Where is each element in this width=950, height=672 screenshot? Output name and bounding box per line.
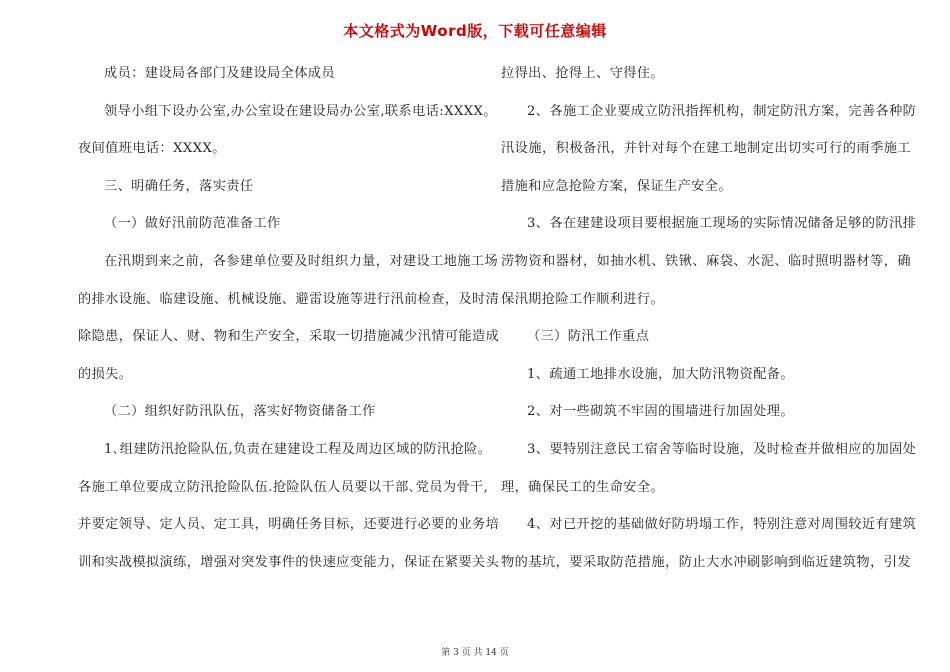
paragraph-line: 措施和应急抢险方案，保证生产安全。 xyxy=(501,178,732,194)
paragraph-line: 各施工单位要成立防汛抢险队伍.抢险队伍人员要以干部､党员为骨干, xyxy=(78,479,489,495)
section-heading: 三、明确任务，落实责任 xyxy=(104,178,254,194)
paragraph-line: 训和实战模拟演练，增强对突发事件的快速应变能力，保证在紧要关头 xyxy=(78,554,500,570)
subsection-heading: （一）做好汛前防范准备工作 xyxy=(104,216,281,232)
paragraph-line: 1、疏通工地排水设施，加大防汛物资配备。 xyxy=(527,366,794,382)
paragraph-line: 4、对已开挖的基础做好防坍塌工作，特别注意对周围较近有建筑 xyxy=(527,517,917,533)
paragraph-line: 3、各在建建设项目要根据施工现场的实际情况储备足够的防汛排 xyxy=(527,216,917,232)
document-banner: 本文格式为Word版，下载可任意编辑 xyxy=(343,22,607,40)
paragraph-line: 物的基坑，要采取防范措施，防止大水冲刷影响到临近建筑物，引发 xyxy=(501,554,911,570)
subsection-heading: （二）组织好防汛队伍，落实好物资储备工作 xyxy=(104,404,376,420)
right-column xyxy=(501,64,917,590)
subsection-heading: （三）防汛工作重点 xyxy=(527,329,650,345)
paragraph-line: 3、要特别注意民工宿舍等临时设施，及时检查并做相应的加固处 xyxy=(527,441,917,457)
paragraph-line: 2、对一些砌筑不牢固的围墙进行加固处理。 xyxy=(527,404,794,420)
paragraph-line: 2、各施工企业要成立防汛指挥机构，制定防汛方案，完善各种防 xyxy=(527,103,917,119)
paragraph-line: 保汛期抢险工作顺利进行。 xyxy=(501,291,665,307)
page-number: 第 3 页 共 14 页 xyxy=(441,648,509,658)
paragraph-line: 除隐患，保证人、财、物和生产安全，采取一切措施减少汛情可能造成 xyxy=(78,329,500,345)
paragraph-line: 理，确保民工的生命安全。 xyxy=(501,479,665,495)
left-column xyxy=(78,64,500,590)
paragraph-line: 在汛期到来之前，各参建单位要及时组织力量，对建设工地施工场 xyxy=(104,253,499,269)
paragraph-line: 领导小组下设办公室,办公室设在建设局办公室,联系电话:XXXX。 xyxy=(104,103,497,119)
paragraph-line: 夜间值班电话：XXXX。 xyxy=(78,141,226,157)
paragraph-line: 成员：建设局各部门及建设局全体成员 xyxy=(104,66,335,81)
paragraph-line: 拉得出、抢得上、守得住。 xyxy=(501,66,665,81)
paragraph-line: 1､组建防汛抢险队伍,负责在建建设工程及周边区域的防汛抢险。 xyxy=(104,441,492,457)
paragraph-line: 的排水设施、临建设施、机械设施、避雷设施等进行汛前检查，及时清 xyxy=(78,291,500,307)
paragraph-line: 涝物资和器材，如抽水机、铁锹、麻袋、水泥、临时照明器材等，确 xyxy=(501,253,911,269)
paragraph-line: 的损失。 xyxy=(78,366,133,382)
paragraph-line: 并要定领导、定人员、定工具，明确任务目标，还要进行必要的业务培 xyxy=(78,517,500,533)
paragraph-line: 汛设施，积极备汛，并针对每个在建工地制定出切实可行的雨季施工 xyxy=(501,141,911,157)
